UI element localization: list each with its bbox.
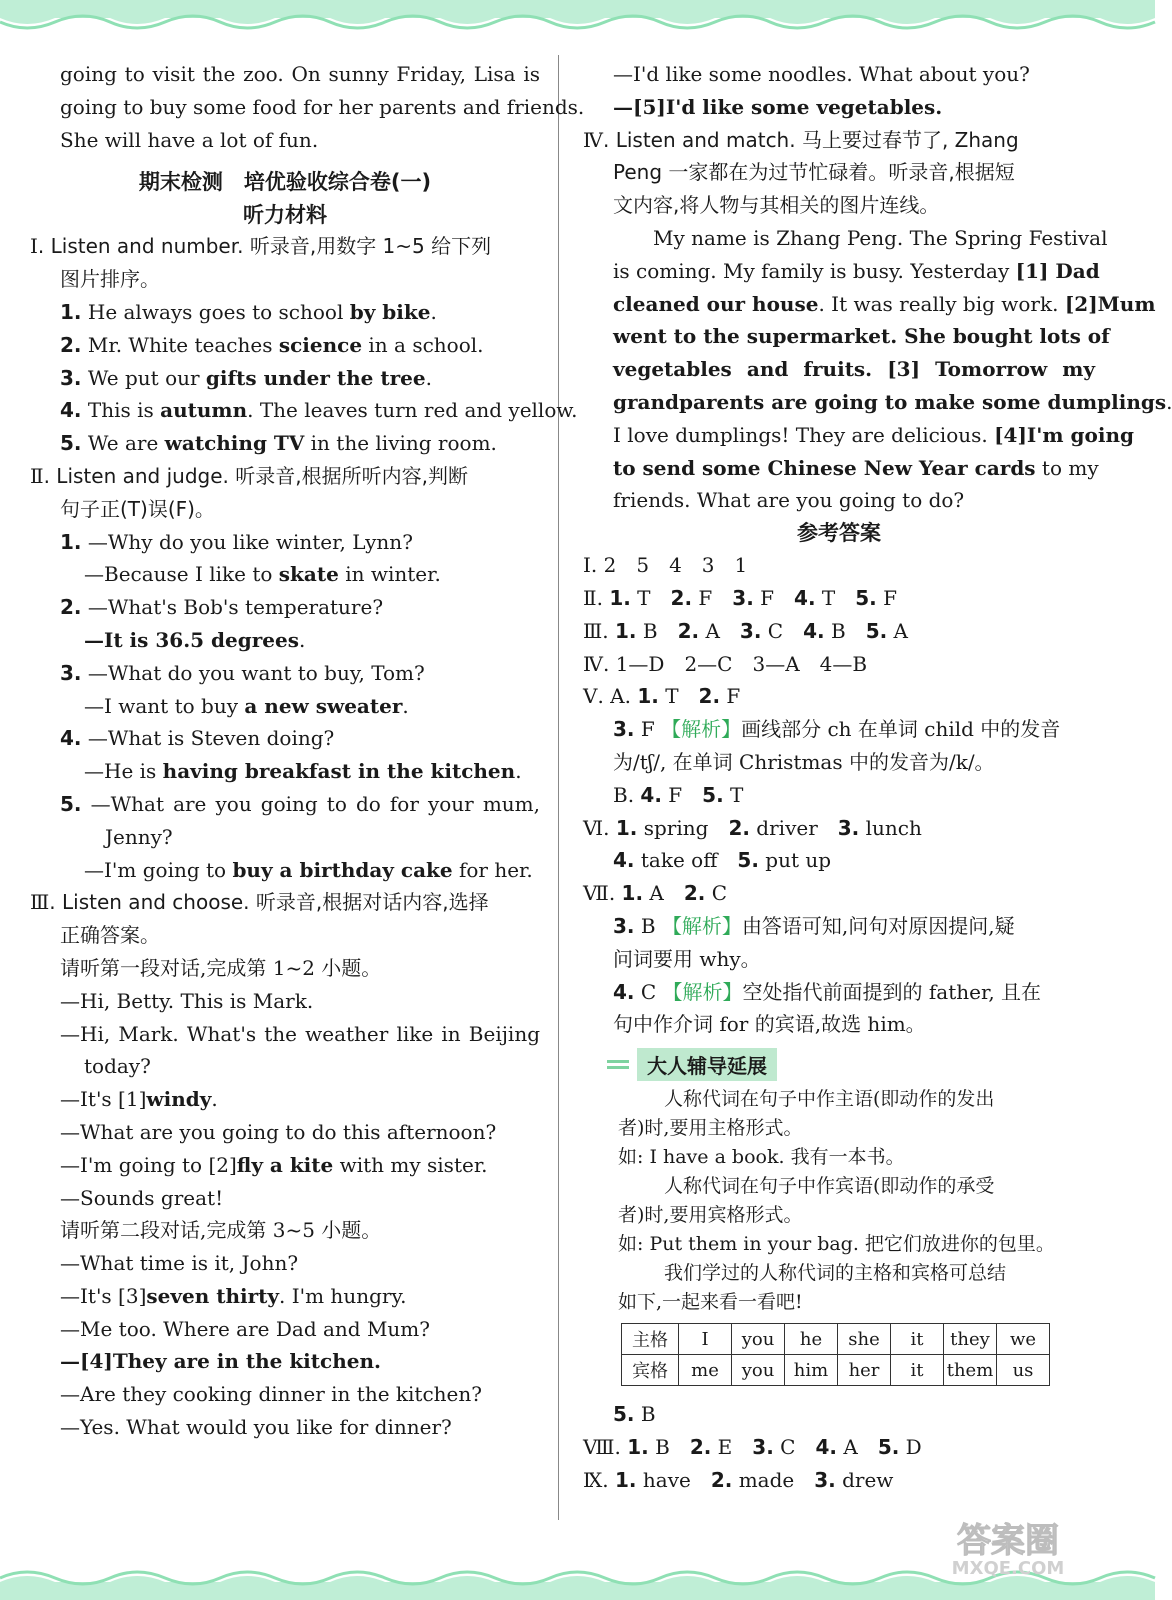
answer-row: B. 4. F 5. T	[613, 782, 744, 807]
table-cell: it	[891, 1355, 944, 1386]
table-cell: she	[838, 1324, 891, 1355]
list-item: 1. He always goes to school by bike.	[60, 299, 437, 324]
guide-line: 者)时,要用主格形式。	[618, 1117, 803, 1140]
intro-line: going to buy some food for her parents and friends.	[60, 94, 585, 119]
answer-row: Ⅶ. 1. A 2. C	[583, 881, 728, 906]
answer-row: 3. F 【解析】画线部分 ch 在单词 child 中的发音	[613, 717, 1061, 742]
answer-row: Ⅸ. 1. have 2. made 3. drew	[583, 1467, 894, 1492]
table-cell: I	[679, 1324, 732, 1355]
guide-line: 如下,一起来看一看吧!	[618, 1291, 803, 1314]
watermark-logo	[923, 1512, 1093, 1578]
section-4-heading: Ⅳ. Listen and match. 马上要过春节了, Zhang	[583, 127, 1019, 152]
intro-line: She will have a lot of fun.	[60, 127, 319, 152]
dialog-line: —Sounds great!	[60, 1185, 224, 1210]
analysis-tag: 【解析】	[661, 913, 742, 938]
dialog-line: 4. —What is Steven doing?	[60, 726, 335, 751]
pronoun-table	[621, 1323, 1050, 1386]
section-1-heading-cont: 图片排序。	[60, 267, 160, 292]
answer-row: Ⅳ. 1—D 2—C 3—A 4—B	[583, 651, 868, 676]
table-cell: you	[732, 1355, 785, 1386]
column-divider	[558, 55, 559, 1520]
analysis-tag: 【解析】	[662, 979, 743, 1004]
passage-line: vegetables and fruits. [3] Tomorrow my	[613, 357, 1095, 382]
dialog-line: —What are you going to do this afternoon?	[60, 1119, 497, 1144]
passage-line: cleaned our house. It was really big work. [2]Mum	[613, 291, 1156, 316]
watermark-top-text: 答案圈	[957, 1521, 1059, 1561]
table-cell: it	[891, 1324, 944, 1355]
answer-row: 3. B 【解析】由答语可知,问句对原因提问,疑	[613, 913, 1015, 938]
table-row	[622, 1324, 1050, 1355]
dialog-line: —[4]They are in the kitchen.	[60, 1349, 381, 1374]
guide-header	[607, 1047, 1095, 1081]
dialog-line: —[5]I'd like some vegetables.	[613, 94, 943, 119]
passage-line: grandparents are going to make some dumplings.	[613, 389, 1172, 414]
dialog-line: —Hi, Mark. What's the weather like in Beijing	[60, 1021, 540, 1046]
intro-line: going to visit the zoo. On sunny Friday, Lisa is	[60, 62, 540, 86]
guide-line: 如: I have a book. 我有一本书。	[618, 1146, 905, 1169]
table-cell: 宾格	[622, 1355, 679, 1386]
answer-row: Ⅴ. A. 1. T 2. F	[583, 684, 741, 709]
list-item: 4. This is autumn. The leaves turn red and yellow.	[60, 398, 578, 423]
guide-line: 人称代词在句子中作主语(即动作的发出	[664, 1088, 995, 1111]
answer-row: Ⅷ. 1. B 2. E 3. C 4. A 5. D	[583, 1434, 922, 1459]
exam-title: 期末检测 培优验收综合卷(一)	[138, 170, 432, 195]
guide-label: 大人辅导延展	[637, 1048, 777, 1081]
answer-row: Ⅰ. 2 5 4 3 1	[583, 553, 748, 578]
table-cell: they	[944, 1324, 997, 1355]
passage-line: to send some Chinese New Year cards to my	[613, 455, 1099, 480]
guide-line: 我们学过的人称代词的主格和宾格可总结	[664, 1262, 1007, 1285]
guide-bars-icon	[607, 1057, 629, 1072]
section-1-heading: Ⅰ. Listen and number. 听录音,用数字 1~5 给下列	[30, 234, 492, 259]
list-item: 5. We are watching TV in the living room.	[60, 431, 497, 456]
dialog-line: —Me too. Where are Dad and Mum?	[60, 1316, 430, 1341]
table-cell: them	[944, 1355, 997, 1386]
section-4-heading-cont: 文内容,将人物与其相关的图片连线。	[613, 193, 940, 218]
answer-row: Ⅵ. 1. spring 2. driver 3. lunch	[583, 815, 922, 840]
dialog-line: —Hi, Betty. This is Mark.	[60, 988, 314, 1013]
section-2-heading: Ⅱ. Listen and judge. 听录音,根据所听内容,判断	[30, 463, 468, 488]
dialog-line: —It's [1]windy.	[60, 1087, 218, 1112]
table-cell: you	[732, 1324, 785, 1355]
list-item: 2. Mr. White teaches science in a school.	[60, 332, 484, 357]
dialog-line: —Because I like to skate in winter.	[84, 562, 441, 587]
passage-line: My name is Zhang Peng. The Spring Festival	[653, 225, 1108, 250]
section-2-heading-cont: 句子正(T)误(F)。	[60, 496, 215, 521]
table-cell: he	[785, 1324, 838, 1355]
top-wave-border	[0, 0, 1117, 40]
section-3-heading: Ⅲ. Listen and choose. 听录音,根据对话内容,选择	[30, 890, 489, 915]
table-cell: 主格	[622, 1324, 679, 1355]
section-3-heading-cont: 正确答案。	[60, 923, 160, 948]
list-item: 3. We put our gifts under the tree.	[60, 365, 432, 390]
passage-line: is coming. My family is busy. Yesterday [1] Dad	[613, 258, 1100, 283]
answers-title: 参考答案	[797, 521, 881, 546]
section-4-heading-cont: Peng 一家都在为过节忙碌着。听录音,根据短	[613, 160, 1015, 185]
answer-row: Ⅲ. 1. B 2. A 3. C 4. B 5. A	[583, 618, 909, 643]
table-row	[622, 1355, 1050, 1386]
dialog-line: 2. —What's Bob's temperature?	[60, 595, 384, 620]
left-column	[30, 58, 585, 1444]
right-column	[583, 58, 1172, 1497]
answer-row: 4. take off 5. put up	[613, 848, 832, 873]
dialog-instruction: 请听第二段对话,完成第 3~5 小题。	[60, 1218, 382, 1243]
dialog-line: 1. —Why do you like winter, Lynn?	[60, 529, 413, 554]
table-cell: him	[785, 1355, 838, 1386]
guide-line: 者)时,要用宾格形式。	[618, 1204, 803, 1227]
dialog-line: —I'm going to buy a birthday cake for her.	[84, 857, 533, 882]
dialog-line: —Yes. What would you like for dinner?	[60, 1415, 452, 1440]
table-cell: me	[679, 1355, 732, 1386]
answer-row: 问词要用 why。	[613, 946, 761, 971]
dialog-line: 5. —What are you going to do for your mum,	[60, 791, 540, 816]
answer-row: 4. C 【解析】空处指代前面提到的 father, 且在	[613, 979, 1042, 1004]
dialog-line: —Are they cooking dinner in the kitchen?	[60, 1382, 482, 1407]
dialog-line: —He is having breakfast in the kitchen.	[84, 759, 522, 784]
dialog-line: —What time is it, John?	[60, 1251, 299, 1276]
table-cell: us	[997, 1355, 1050, 1386]
answer-row: 5. B	[613, 1402, 656, 1427]
dialog-line: 3. —What do you want to buy, Tom?	[60, 660, 425, 685]
watermark-bottom-text: MXQE.COM	[951, 1558, 1065, 1579]
guide-line: 如: Put them in your bag. 把它们放进你的包里。	[618, 1233, 1055, 1256]
answer-row: 为/tʃ/, 在单词 Christmas 中的发音为/k/。	[613, 749, 995, 774]
dialog-line: —I'm going to [2]fly a kite with my sister.	[60, 1152, 488, 1177]
analysis-tag: 【解析】	[661, 717, 742, 742]
dialog-line: —It is 36.5 degrees.	[84, 627, 306, 652]
passage-line: I love dumplings! They are delicious. [4]I'm going	[613, 422, 1134, 447]
dialog-line: today?	[84, 1054, 151, 1079]
table-cell: we	[997, 1324, 1050, 1355]
passage-line: friends. What are you going to do?	[613, 488, 965, 513]
dialog-line: —It's [3]seven thirty. I'm hungry.	[60, 1283, 407, 1308]
guide-line: 人称代词在句子中作宾语(即动作的承受	[664, 1175, 995, 1198]
answer-row: 句中作介词 for 的宾语,故选 him。	[613, 1012, 926, 1037]
dialog-line: Jenny?	[105, 824, 173, 849]
guide-box	[583, 1085, 1095, 1386]
dialog-line: —I want to buy a new sweater.	[84, 693, 409, 718]
table-cell: her	[838, 1355, 891, 1386]
answer-row: Ⅱ. 1. T 2. F 3. F 4. T 5. F	[583, 585, 897, 610]
dialog-line: —I'd like some noodles. What about you?	[613, 62, 1030, 86]
passage-line: went to the supermarket. She bought lots of	[613, 324, 1110, 349]
section-subtitle: 听力材料	[243, 203, 327, 228]
dialog-instruction: 请听第一段对话,完成第 1~2 小题。	[60, 955, 382, 980]
